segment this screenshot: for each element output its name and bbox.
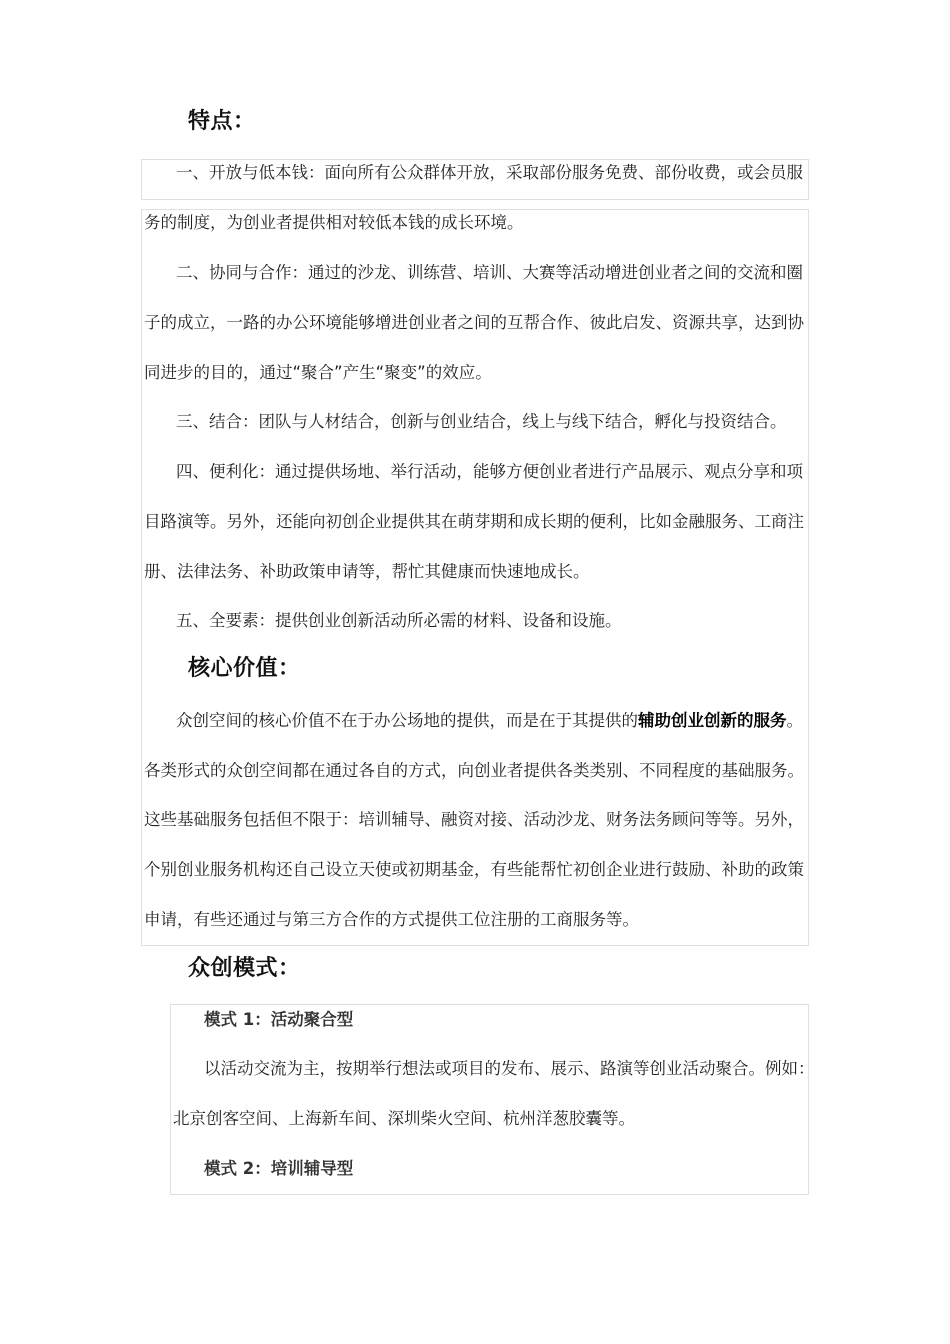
features-line-2: 务的制度，为创业者提供相对较低本钱的成长环境。: [144, 213, 524, 232]
features-line-6: 三、结合：团队与人材结合，创新与创业结合，线上与线下结合，孵化与投资结合。: [176, 412, 787, 431]
mode-2-title: 模式 2：培训辅导型: [204, 1159, 354, 1178]
mode-1-line-1: 以活动交流为主，按期举行想法或项目的发布、展示、路演等创业活动聚合。例如：: [204, 1059, 815, 1078]
mode-1-title: 模式 1：活动聚合型: [204, 1010, 354, 1029]
core-value-line-2: 各类形式的众创空间都在通过各自的方式，向创业者提供各类类别、不同程度的基础服务。: [144, 761, 804, 780]
core-value-emphasis: 辅助创业创新的服务: [638, 711, 787, 730]
core-value-heading: 核心价值：: [188, 656, 301, 681]
features-line-7: 四、便利化：通过提供场地、举行活动，能够方便创业者进行产品展示、观点分享和项: [176, 462, 803, 481]
features-line-10: 五、全要素：提供创业创新活动所必需的材料、设备和设施。: [176, 611, 622, 630]
modes-heading: 众创模式：: [188, 956, 301, 981]
core-value-line-4: 个别创业服务机构还自己设立天使或初期基金，有些能帮忙初创企业进行鼓励、补助的政策: [144, 860, 804, 879]
mode-1-line-2: 北京创客空间、上海新车间、深圳柴火空间、杭州洋葱胶囊等。: [173, 1109, 635, 1128]
core-value-line-1-text: 众创空间的核心价值不在于办公场地的提供，而是在于其提供的: [176, 711, 638, 730]
features-heading: 特点：: [188, 109, 256, 134]
features-line-3: 二、协同与合作：通过的沙龙、训练营、培训、大赛等活动增进创业者之间的交流和圈: [176, 263, 803, 282]
features-line-1: 一、开放与低本钱：面向所有公众群体开放，采取部份服务免费、部份收费，或会员服: [176, 163, 803, 182]
core-value-line-1-end: 。: [786, 711, 803, 730]
features-line-4: 子的成立，一路的办公环境能够增进创业者之间的互帮合作、彼此启发、资源共享，达到协: [144, 313, 804, 332]
features-line-5: 同进步的目的，通过“聚合”产生“聚变”的效应。: [144, 363, 492, 382]
core-value-line-5: 申请，有些还通过与第三方合作的方式提供工位注册的工商服务等。: [144, 910, 639, 929]
features-line-9: 册、法律法务、补助政策申请等，帮忙其健康而快速地成长。: [144, 562, 590, 581]
core-value-line-1: [176, 709, 803, 733]
core-value-line-3: 这些基础服务包括但不限于：培训辅导、融资对接、活动沙龙、财务法务顾问等等。另外，: [144, 810, 804, 829]
features-line-8: 目路演等。另外，还能向初创企业提供其在萌芽期和成长期的便利，比如金融服务、工商注: [144, 512, 804, 531]
